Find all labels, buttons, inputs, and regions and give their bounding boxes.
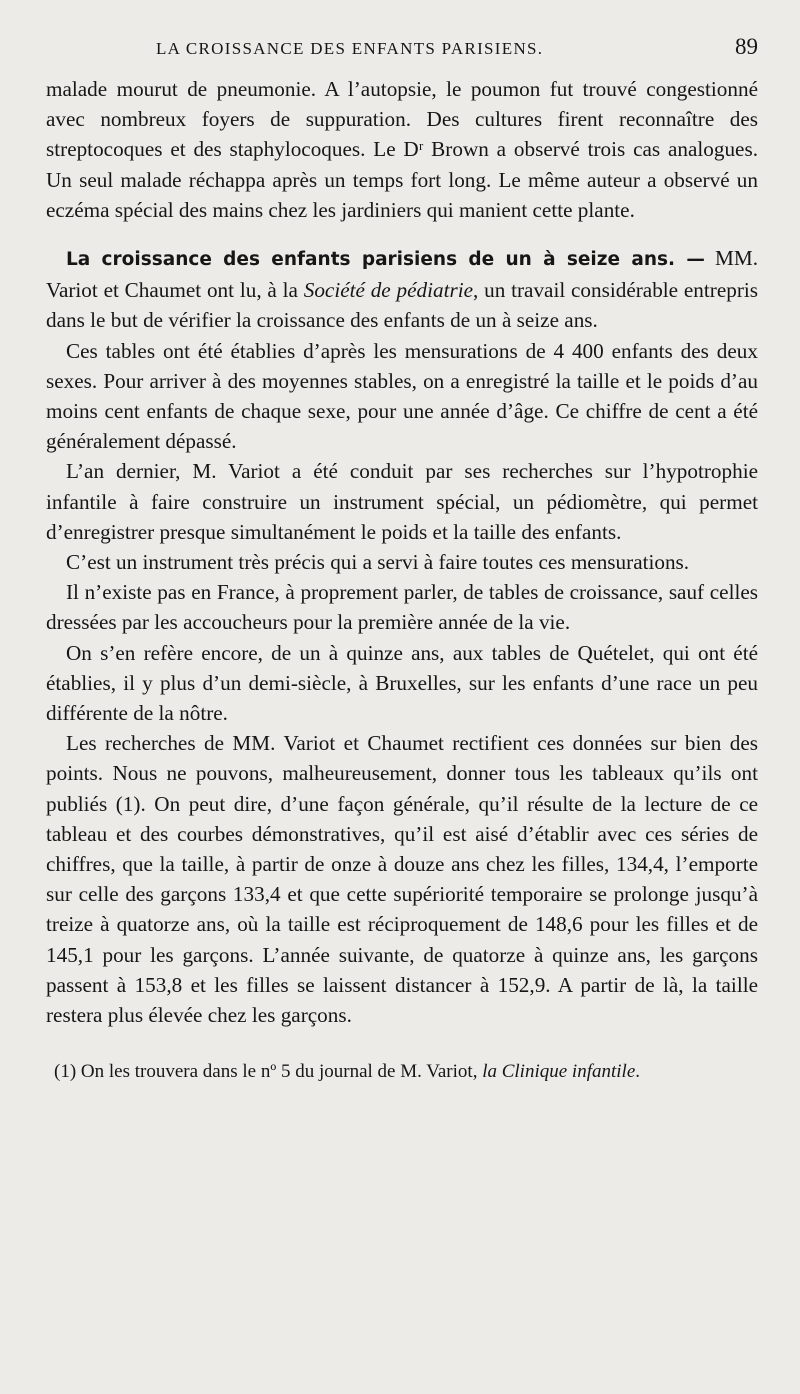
footnote-tail: . bbox=[635, 1061, 641, 1083]
section-title: La croissance des enfants parisiens de un à seize ans. — bbox=[66, 249, 705, 271]
section-paragraph bbox=[46, 243, 758, 336]
footnote bbox=[46, 1060, 758, 1084]
paragraph-quetelet: On s’en refère encore, de un à quinze ans, aux tables de Quételet, qui ont été établies, il y plus d’un demi-siècle, à Bruxelles, sur les enfants d’une race un peu différente de la nôtre. bbox=[46, 640, 758, 726]
footnote-text: (1) On les trouvera dans le nº 5 du journal de M. Variot, bbox=[54, 1061, 483, 1083]
section-text-start: MM. Variot et Chaumet ont lu, à la bbox=[46, 246, 758, 303]
section-text-end: , un travail considérable entrepris dans le but de vérifier la croissance des enfants de un à seize ans. bbox=[46, 278, 759, 333]
page-number: 89 bbox=[735, 34, 758, 59]
society-name: Société de pédiatrie bbox=[303, 278, 474, 303]
paragraph-tables: Ces tables ont été établies d’après les mensurations de 4 400 enfants des deux sexes. Pour arriver à des moyennes stables, on a enregistré la taille et le poids d’au moins cent enfants de chaque sexe, pour une année d’âge. Ce chiffre de cent a été généralement dépassé. bbox=[46, 338, 758, 454]
paragraph-france: Il n’existe pas en France, à proprement parler, de tables de croissance, sauf celles dressées par les accoucheurs pour la première année de la vie. bbox=[46, 580, 758, 635]
paragraph-pediometre: L’an dernier, M. Variot a été conduit par ses recherches sur l’hypotrophie infantile à faire construire un instrument spécial, un pédiomètre, qui permet d’enregistrer presque simultanément le poids et la taille des enfants. bbox=[46, 459, 758, 544]
running-title: LA CROISSANCE DES ENFANTS PARISIENS. bbox=[156, 39, 544, 58]
page-header bbox=[156, 34, 758, 60]
paragraph-recherches: Les recherches de MM. Variot et Chaumet rectifient ces données sur bien des points. Nous ne pouvons, malheureusement, donner tous les tableaux qu’ils ont publiés (1). On peut dire, d’une façon générale, qu’il résulte de la lecture de ce tableau et des courbes démonstratives, qu’il est aisé d’établir avec ces séries de chiffres, que la taille, à partir de onze à douze ans chez les filles, 134,4, l’emporte sur celle des garçons 133,4 et que cette supériorité temporaire se prolonge jusqu’à treize à quatorze ans, où la taille est réciproquement de 148,6 pour les filles et de 145,1 pour les garçons. L’année suivante, de quatorze à quinze ans, les garçons passent à 153,8 et les filles se laissent distancer à 152,9. A partir de là, la taille restera plus élevée chez les garçons. bbox=[46, 731, 758, 1028]
footnote-journal: la Clinique infantile bbox=[482, 1061, 636, 1083]
paragraph-instrument: C’est un instrument très précis qui a servi à faire toutes ces mensurations. bbox=[66, 550, 690, 575]
page-body bbox=[46, 74, 758, 1030]
continued-paragraph: malade mourut de pneumonie. A l’autopsie, le poumon fut trouvé congestionné avec nombreux foyers de suppuration. Des cultures firent reconnaître des streptocoques et des staphylocoques. Le Dʳ Brown a observé trois cas analogues. Un seul malade réchappa après un temps fort long. Le même auteur a observé un eczéma spécial des mains chez les jardiniers qui manient cette plante. bbox=[46, 77, 758, 222]
